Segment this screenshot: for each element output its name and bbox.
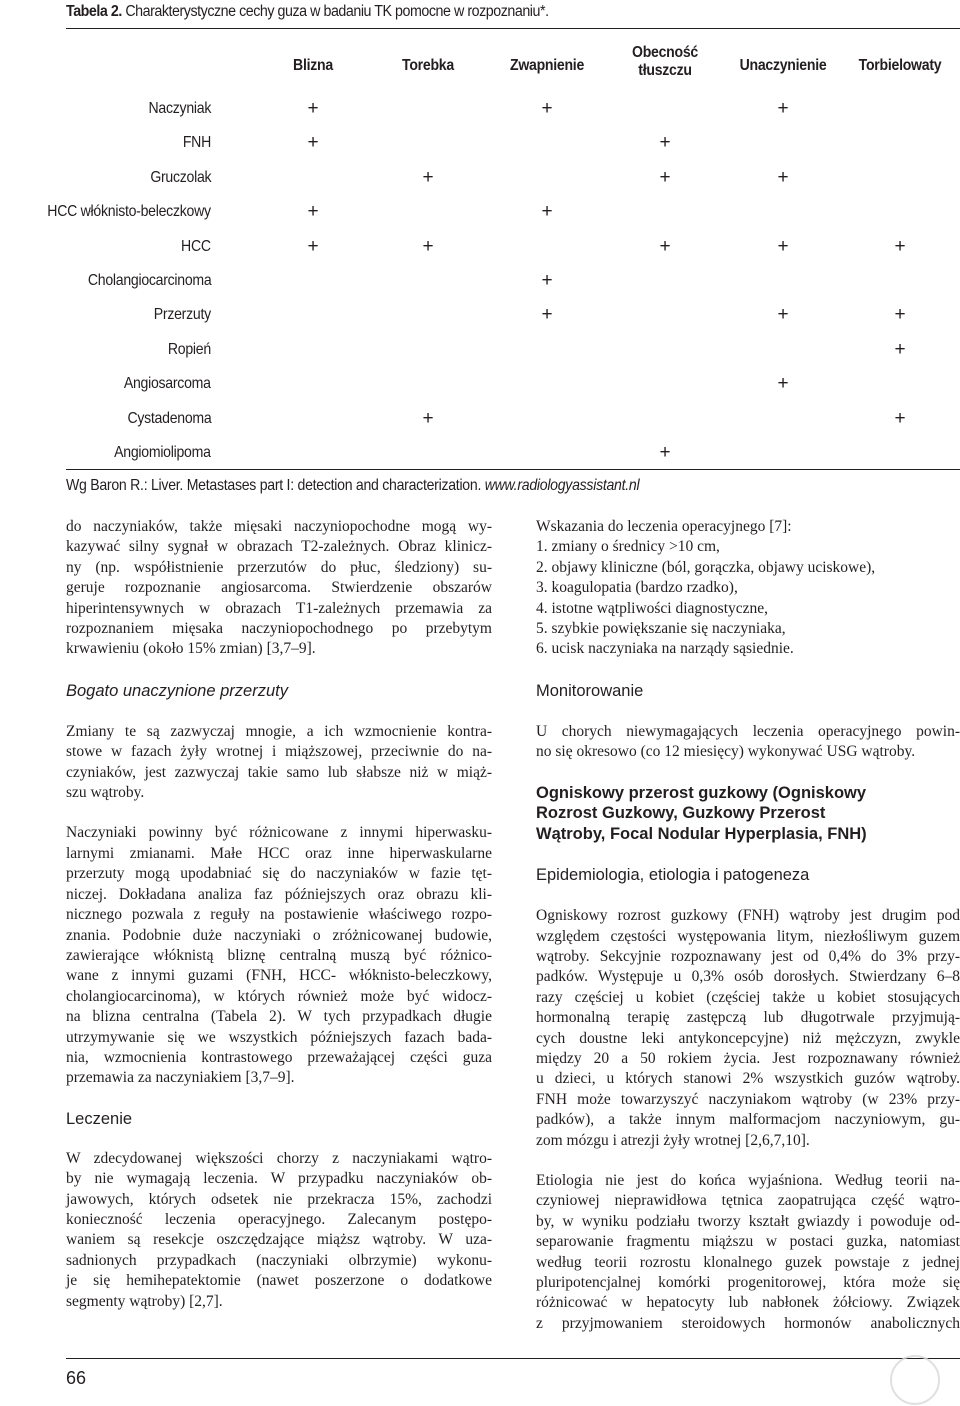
table-cell-plus: +	[307, 98, 319, 119]
text-line: waniem są resekcje oszczędzające miąższ wątroby. W uza-	[66, 1231, 492, 1249]
indication-item: 3. koagulopatia (bardzo rzadko),	[536, 579, 738, 597]
text-line: zawierające włóknistą bliznę centralną muszą być różnico-	[66, 946, 492, 964]
heading-monitorowanie: Monitorowanie	[536, 681, 644, 700]
table-source	[66, 476, 639, 495]
text-line: przemawia za naczyniakiem [3,7–9].	[66, 1069, 295, 1087]
text-line: je się hemihepatektomie (nawet poszerzone o dodatkowe	[66, 1272, 492, 1290]
text-line: według teorii rozrostu klonalnego guzek powstaje z jednej	[536, 1253, 960, 1271]
text-line: by, w wyniku podziału tworzy kształt gwiazdy i powoduje od-	[536, 1212, 960, 1230]
indication-item: 1. zmiany o średnicy >10 cm,	[536, 538, 720, 556]
table-cell-plus: +	[894, 236, 906, 257]
table-bottom-rule	[66, 469, 960, 470]
text-line: niczej. Dokładana analiza faz późniejszych oraz obrazu kli-	[66, 885, 492, 903]
table-row-label: Cholangiocarcinoma	[87, 272, 211, 289]
text-line: larnymi zmianami. Małe HCC oraz inne hiperwaskularne	[66, 844, 492, 862]
text-line: geruje rozpoznanie angiosarcoma. Stwierdzenie obszarów	[66, 579, 492, 597]
text-line: nicznego pozwala z reguły na postawienie właściwego rozpo-	[66, 906, 492, 924]
text-line: stowe w fazach żyły wrotnej i miąższowej, przeciwnie do na-	[66, 743, 492, 761]
paragraph-fnh-epidemiologia	[536, 906, 960, 1151]
text-line: W zdecydowanej większości chorzy z naczyniakami wątro-	[66, 1149, 492, 1167]
table-row-label: Ropień	[167, 341, 211, 358]
table-cell-plus: +	[894, 339, 906, 360]
table-row-label: HCC	[181, 238, 211, 255]
text-line: by nie wymagają leczenia. W przypadku naczyniaków ob-	[66, 1170, 492, 1188]
text-line: między 20 a 50 rokiem życia. Jest rozpoznawany również	[536, 1050, 960, 1067]
text-line: nia, wzmocnienia kontrastowego przeważającej części guza	[66, 1048, 492, 1066]
paragraph-monitorowanie	[536, 722, 960, 763]
text-line: u dzieci, u których stanowi 2% wszystkich guzów wątroby.	[536, 1070, 960, 1088]
text-line: szu wątroby.	[66, 784, 145, 802]
table-row-label: Przerzuty	[153, 306, 211, 323]
text-line: do naczyniaków, także mięsaki naczyniopochodne mogą wy-	[66, 518, 492, 535]
table-cell-plus: +	[894, 304, 906, 325]
table-cell-plus: +	[541, 270, 553, 291]
text-line: padków), a także innym malformacjom naczyniowym, gu-	[536, 1111, 960, 1129]
table-cell-plus: +	[307, 201, 319, 222]
text-line: Zmiany te są zazwyczaj mnogie, a ich wzmocnienie kontra-	[66, 722, 492, 740]
column-header: Torebka	[402, 57, 454, 74]
heading-fnh	[536, 783, 960, 845]
table-cell-plus: +	[777, 304, 789, 325]
watermark-logo	[890, 1355, 940, 1405]
text-line: względem częstości występowania litym, niezłośliwym guzem	[536, 927, 960, 945]
text-line: utrzymywanie się we wszystkich późniejszych fazach bada-	[66, 1028, 492, 1046]
caption-label: Tabela 2.	[66, 3, 122, 20]
text-line: cholangiocarcinoma), w których również może być widocz-	[66, 987, 492, 1005]
text-line: padków. Występuje u 0,3% osób dorosłych. Stwierdzany 6–8	[536, 968, 960, 986]
text-line: różnicować w hepatocyty lub nabłonek żółciowy. Związek	[536, 1294, 960, 1312]
column-header: Unaczynienie	[739, 57, 827, 74]
table-cell-plus: +	[659, 167, 671, 188]
table-cell-plus: +	[777, 236, 789, 257]
footer-rule	[66, 1358, 960, 1359]
source-link[interactable]: www.radiologyassistant.nl	[484, 477, 640, 494]
heading-bogato-unaczynione: Bogato unaczynione przerzuty	[66, 681, 288, 700]
text-line: pluripotencjalnej komórki progenitorowej, która może się	[536, 1274, 960, 1292]
text-line: z przyjmowaniem steroidowych hormonów anabolicznych	[536, 1314, 960, 1332]
table-cell-plus: +	[422, 408, 434, 429]
text-line: wane z innymi guzami (FNH, HCC- włóknisto-beleczkowy,	[66, 967, 492, 985]
table-cell-plus: +	[659, 442, 671, 463]
table-row-label: Angiosarcoma	[124, 375, 211, 392]
paragraph-angiosarcoma	[66, 517, 492, 660]
table-cell-plus: +	[541, 98, 553, 119]
heading-fnh-line: Ogniskowy przerost guzkowy (Ogniskowy	[536, 783, 867, 802]
source-text: Wg Baron R.: Liver. Metastases part I: detection and characterization.	[66, 477, 485, 494]
right-column	[536, 517, 960, 1334]
indication-item: 6. ucisk naczyniaka na narządy sąsiednie.	[536, 640, 794, 658]
table-row-label: HCC włóknisto-beleczkowy	[47, 203, 211, 220]
text-line: jawowych, których odsetek nie przekracza 15%, zachodzi	[66, 1190, 492, 1208]
table-cell-plus: +	[422, 236, 434, 257]
table-cell-plus: +	[777, 98, 789, 119]
table-cell-plus: +	[541, 304, 553, 325]
table-cell-plus: +	[894, 408, 906, 429]
table-row-label: Gruczolak	[149, 169, 211, 186]
paragraph-przerzuty	[66, 722, 492, 804]
table-top-rule	[66, 28, 960, 29]
column-header: Zwapnienie	[509, 57, 585, 74]
paragraph-fnh-etiologia	[536, 1171, 960, 1334]
table-cell-plus: +	[659, 236, 671, 257]
indication-item: 4. istotne wątpliwości diagnostyczne,	[536, 599, 769, 617]
heading-fnh-line: Wątroby, Focal Nodular Hyperplasia, FNH)	[536, 824, 867, 843]
table-cell-plus: +	[777, 167, 789, 188]
text-line: segmenty wątroby) [2,7].	[66, 1292, 223, 1310]
text-line: hiperintensywnych w obrazach T1-zależnych przemawia za	[66, 599, 492, 617]
table-row-label: FNH	[182, 134, 211, 151]
heading-epidemiologia: Epidemiologia, etiologia i patogeneza	[536, 866, 810, 885]
left-column	[66, 517, 492, 1312]
table-row-label: Angiomiolipoma	[114, 444, 211, 461]
text-line: znania. Podobnie duże naczyniaki o zróżnicowanej budowie,	[66, 926, 492, 944]
text-line: kazywać silny sygnał w obrazach T2-zależnych. Obraz klinicz-	[66, 538, 492, 556]
indication-item: 5. szybkie powiększanie się naczyniaka,	[536, 620, 786, 638]
table-cell-plus: +	[422, 167, 434, 188]
table-row-label: Naczyniak	[148, 100, 211, 117]
table-cell-plus: +	[307, 236, 319, 257]
indications-list	[536, 537, 960, 659]
text-line: czyniowej nieprawidłowa tętnica zaopatrująca część wątro-	[536, 1192, 960, 1210]
text-line: Etiologia nie jest do końca wyjaśniona. Według teorii na-	[536, 1172, 960, 1190]
text-line: razy częściej u kobiet (częściej także u kobiet stosujących	[536, 988, 960, 1006]
text-line: wątroby. Sekcyjnie rozpoznawany jest od 0,4% do 3% przy-	[536, 947, 960, 965]
text-line: konieczność leczenia operacyjnego. Zalecanym postępo-	[66, 1210, 492, 1228]
text-line: na blizna centralna (Tabela 2). W tych przypadkach długie	[66, 1008, 492, 1026]
text-line: U chorych niewymagających leczenia operacyjnego powin-	[536, 722, 960, 740]
table-cell-plus: +	[307, 132, 319, 153]
text-line: hormonalną terapię zastępczą lub długotrwale przyjmują-	[536, 1009, 960, 1027]
heading-fnh-line: Rozrost Guzkowy, Guzkowy Przerost	[536, 804, 826, 823]
text-line: rozpoznaniem mięsaka naczyniopochodnego po przebytym	[66, 620, 492, 638]
text-line: sadnionych przypadkach (naczyniaki olbrzymie) wykonu-	[66, 1251, 492, 1269]
text-line: cych doustne leki antykoncepcyjne) niż mężczyzn, zwykle	[536, 1029, 960, 1047]
text-line: Naczyniaki powinny być różnicowane z innymi hiperwasku-	[66, 824, 492, 842]
heading-leczenie: Leczenie	[66, 1109, 133, 1128]
paragraph-roznicowanie	[66, 823, 492, 1088]
text-line: zom mózgu i atrezji żyły wrotnej [2,6,7,10].	[536, 1131, 810, 1149]
text-line: przerzuty mogą upodabniać się do naczyniaków w fazie tęt-	[66, 865, 492, 883]
caption-text: Charakterystyczne cechy guza w badaniu TK pomocne w rozpoznaniu*.	[121, 3, 549, 20]
column-header: Torbielowaty	[858, 57, 942, 74]
table-row-label: Cystadenoma	[127, 410, 211, 427]
table-cell-plus: +	[777, 373, 789, 394]
column-header: Obecność tłuszczu	[632, 44, 698, 79]
text-line: no się okresowo (co 12 miesięcy) wykonywać USG wątroby.	[536, 743, 916, 761]
text-line: separowanie fragmentu miąższu w postaci guzka, natomiast	[536, 1233, 960, 1251]
page-number: 66	[66, 1368, 87, 1388]
table-cell-plus: +	[541, 201, 553, 222]
text-line: Ogniskowy rozrost guzkowy (FNH) wątroby jest drugim pod	[536, 907, 960, 925]
column-header: Blizna	[293, 57, 333, 74]
table-cell-plus: +	[659, 132, 671, 153]
text-line: czyniaków, jest zazwyczaj takie samo lub słabsze niż w miąż-	[66, 763, 492, 781]
indications-title: Wskazania do leczenia operacyjnego [7]:	[536, 518, 792, 535]
text-line: krwawieniu (około 15% zmian) [3,7–9].	[66, 640, 316, 658]
paragraph-leczenie	[66, 1149, 492, 1312]
indication-item: 2. objawy kliniczne (ból, gorączka, objawy uciskowe),	[536, 558, 876, 576]
text-line: ny (np. współistnienie przerzutów do płuc, śledziony) su-	[66, 558, 492, 576]
text-line: FNH może towarzyszyć naczyniakom wątroby (w 23% przy-	[536, 1090, 960, 1108]
table-caption	[66, 3, 885, 21]
